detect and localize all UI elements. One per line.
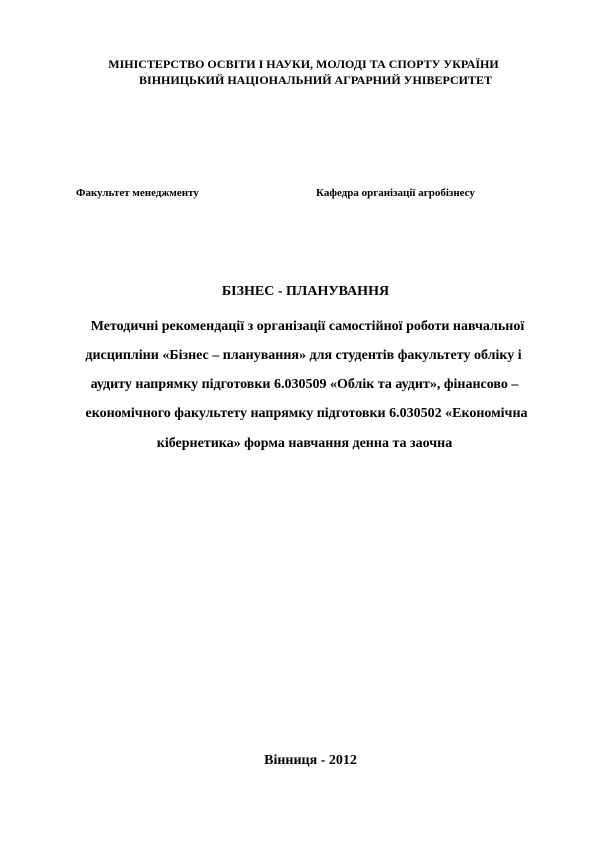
description-line: дисципліни «Бізнес – планування» для студентів факультету обліку і [85, 348, 522, 363]
description-line: кібернетика» форма навчання денна та заочна [156, 436, 453, 451]
faculty-label: Факультет менеджменту [76, 187, 199, 199]
university-heading: ВІННИЦЬКИЙ НАЦІОНАЛЬНИЙ АГРАРНИЙ УНІВЕРСИТЕТ [139, 73, 492, 87]
document-title: БІЗНЕС - ПЛАНУВАННЯ [221, 284, 390, 299]
description-line: економічного факультету напрямку підготовки 6.030502 «Економічна [85, 406, 528, 421]
ministry-heading: МІНІСТЕРСТВО ОСВІТИ І НАУКИ, МОЛОДІ ТА СПОРТУ УКРАЇНИ [108, 57, 499, 71]
department-label: Кафедра організації агробізнесу [316, 187, 475, 199]
city-year-footer: Вінниця - 2012 [264, 753, 357, 768]
description-line: аудиту напрямку підготовки 6.030509 «Облік та аудит», фінансово – [90, 377, 519, 392]
description-line: Методичні рекомендації з організації самостійної роботи навчальної [90, 319, 525, 334]
